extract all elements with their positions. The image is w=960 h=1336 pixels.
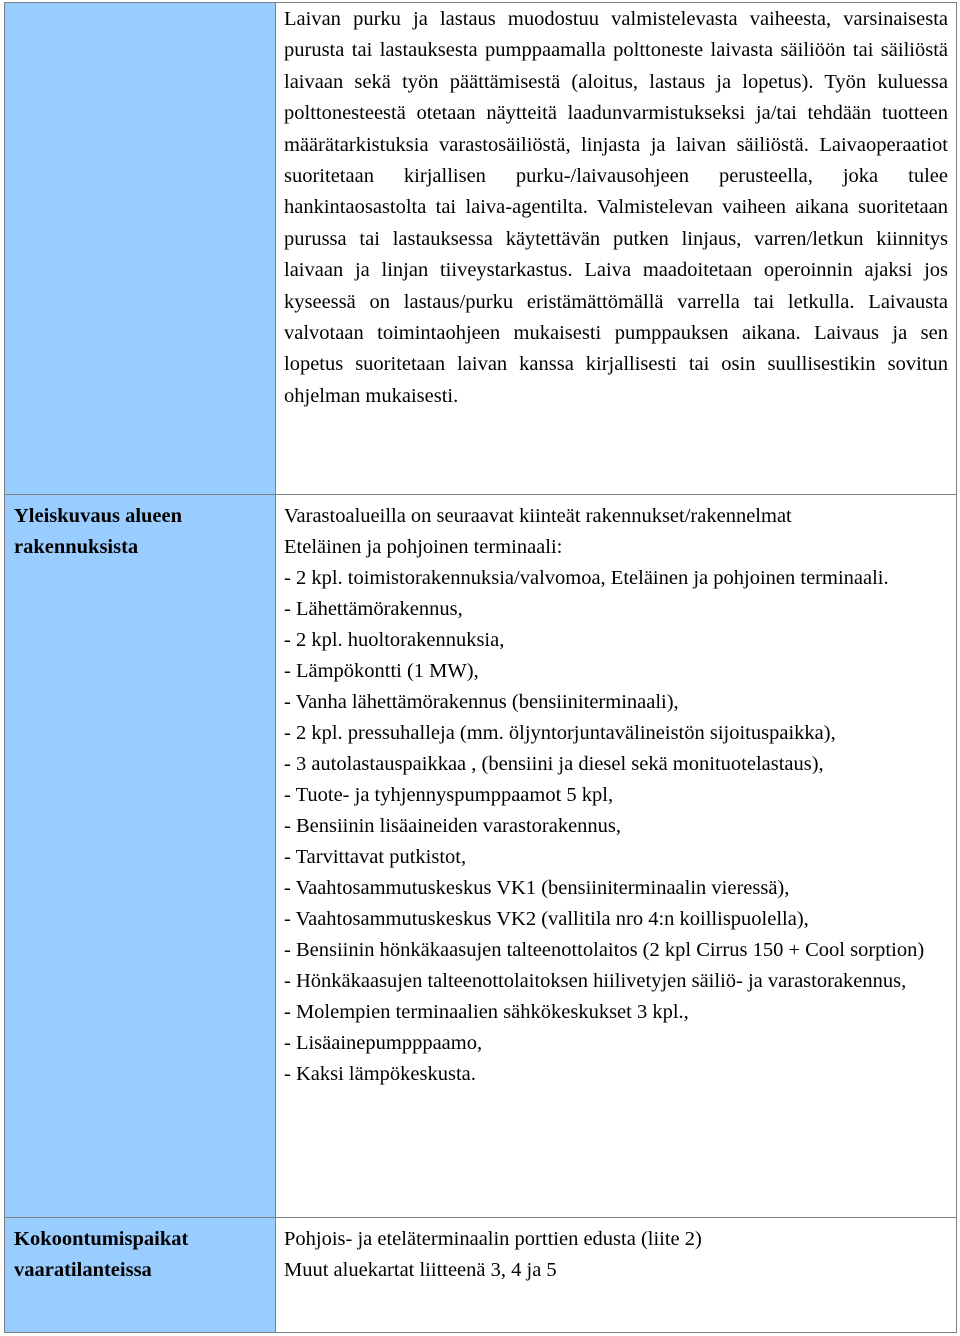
table-row-assembly <box>5 1218 957 1333</box>
list-item: - Lämpökontti (1 MW), <box>284 660 479 682</box>
table-row-buildings <box>5 495 957 1218</box>
list-item: - Vaahtosammutuskeskus VK2 (vallitila nro 4:n koillispuolella), <box>284 908 809 930</box>
content-cell-buildings <box>276 495 957 1218</box>
intro-paragraph: Laivan purku ja lastaus muodostuu valmistelevasta vaiheesta, varsinaisesta purusta tai lastauksesta pumppaamalla polttoneste laivasta säiliöön tai säiliöstä laivaan sekä työn päättämisestä (aloitus, lastaus ja lopetus). Työn kuluessa polttonesteestä otetaan näytteitä laadunvarmistukseksi ja/tai tehdään tuotteen määrätarkistuksia varastosäiliöstä, linjasta ja laivan säiliöstä. Laivaoperaatiot suoritetaan kirjallisen purku-/laivausohjeen perusteella, joka tulee hankintaosastolta tai laiva-agentilta. Valmistelevan vaiheen aikana suoritetaan purussa tai lastauksessa käytettävän putken linjaus, varren/letkun kiinnitys laivaan ja linjan tiiveystarkastus. Laiva maadoitetaan operoinnin ajaksi jos kyseessä on lastaus/purku eristämättömällä varrella tai letkulla. Laivausta valvotaan toimintaohjeen mukaisesti pumppauksen aikana. Laivaus ja sen lopetus suoritetaan laivan kanssa kirjallisesti tai osin suullisestikin sovitun ohjelman mukaisesti. <box>284 8 948 407</box>
list-item: - Kaksi lämpökeskusta. <box>284 1063 476 1085</box>
label-cell-buildings <box>5 495 276 1218</box>
table-row-intro <box>5 3 957 495</box>
list-item: - Molempien terminaalien sähkökeskukset 3 kpl., <box>284 1001 689 1023</box>
assembly-list <box>276 1218 956 1286</box>
list-item: Eteläinen ja pohjoinen terminaali: <box>284 536 563 558</box>
list-item: - Vaahtosammutuskeskus VK1 (bensiiniterminaalin vieressä), <box>284 877 790 899</box>
buildings-label: Yleiskuvaus alueen rakennuksista <box>14 505 183 558</box>
list-item: - 2 kpl. pressuhalleja (mm. öljyntorjuntavälineistön sijoituspaikka), <box>284 722 836 744</box>
list-item: - Tuote- ja tyhjennyspumppaamot 5 kpl, <box>284 784 614 806</box>
label-cell-assembly <box>5 1218 276 1333</box>
list-item: - Tarvittavat putkistot, <box>284 846 467 868</box>
content-cell-assembly <box>276 1218 957 1333</box>
list-item: Muut aluekartat liitteenä 3, 4 ja 5 <box>284 1259 557 1281</box>
list-item: - 3 autolastauspaikkaa , (bensiini ja diesel sekä monituotelastaus), <box>284 753 824 775</box>
info-table <box>4 2 957 1333</box>
list-item: - Hönkäkaasujen talteenottolaitoksen hiilivetyjen säiliö- ja varastorakennus, <box>284 970 907 992</box>
list-item: - Bensiinin hönkäkaasujen talteenottolaitos (2 kpl Cirrus 150 + Cool sorption) <box>284 939 925 961</box>
assembly-label: Kokoontumispaikat vaaratilanteissa <box>14 1228 189 1281</box>
list-item: - 2 kpl. toimistorakennuksia/valvomoa, Eteläinen ja pohjoinen terminaali. <box>284 567 889 589</box>
list-item: - 2 kpl. huoltorakennuksia, <box>284 629 505 651</box>
list-item: - Lähettämörakennus, <box>284 598 463 620</box>
list-item: Pohjois- ja eteläterminaalin porttien edusta (liite 2) <box>284 1228 702 1250</box>
content-cell-intro <box>276 3 957 495</box>
list-item: - Vanha lähettämörakennus (bensiiniterminaali), <box>284 691 679 713</box>
label-cell-empty <box>5 3 276 495</box>
list-item: Varastoalueilla on seuraavat kiinteät rakennukset/rakennelmat <box>284 505 792 527</box>
buildings-list <box>276 495 956 1090</box>
list-item: - Lisäainepumpppaamo, <box>284 1032 483 1054</box>
list-item: - Bensiinin lisäaineiden varastorakennus, <box>284 815 622 837</box>
